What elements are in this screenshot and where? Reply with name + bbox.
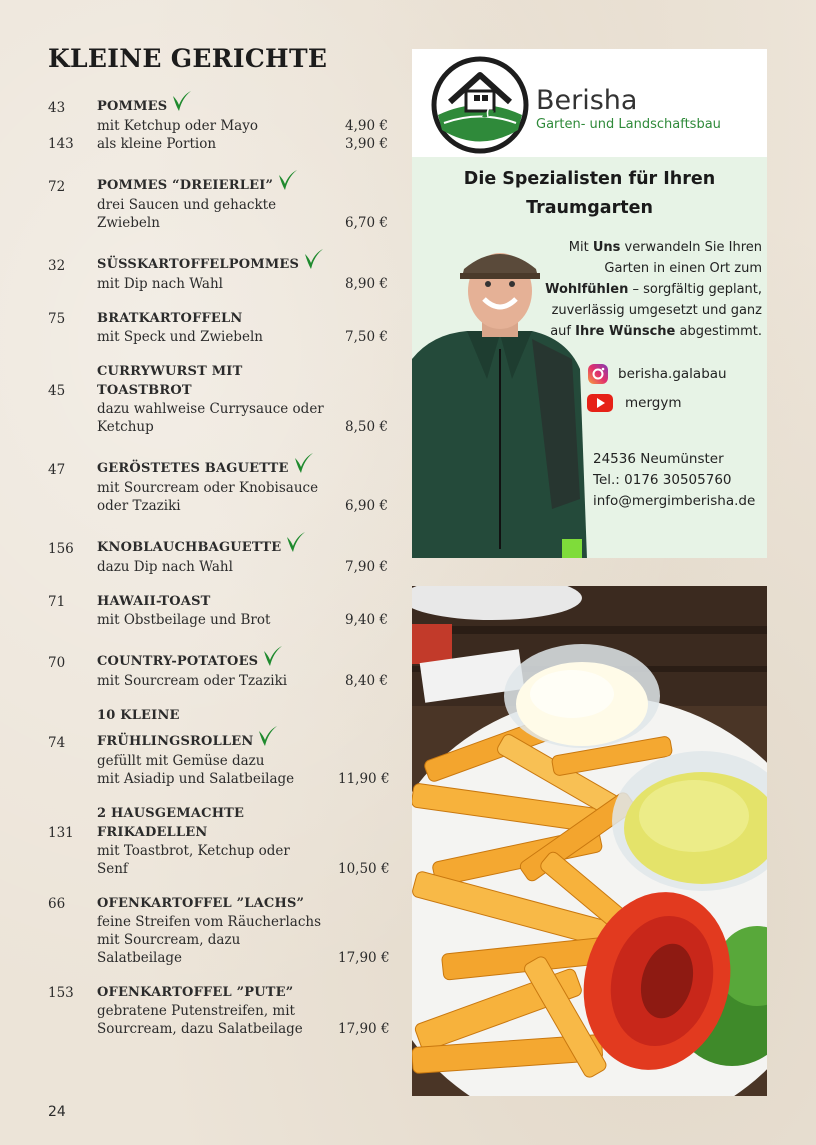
item-description: Salatbeilage (97, 950, 183, 966)
ad-phone: Tel.: 0176 30505760 (593, 472, 732, 488)
item-description: oder Tzaziki (97, 498, 181, 514)
menu-item (48, 169, 388, 232)
menu-item (48, 894, 388, 967)
item-number: 153 (48, 985, 74, 1001)
item-description: gefüllt mit Gemüse dazu (97, 753, 265, 769)
menu-item (48, 804, 388, 878)
company-logo (430, 55, 530, 155)
fries-photo-illustration (412, 586, 767, 1096)
vegetarian-leaf-icon (292, 452, 314, 479)
item-number: 47 (48, 462, 66, 478)
youtube-link[interactable] (587, 394, 681, 412)
menu-item (48, 309, 388, 346)
item-name: CURRYWURST MIT TOASTBROT (97, 364, 243, 398)
item-number: 70 (48, 655, 66, 671)
ad-header (412, 49, 767, 157)
item-name: COUNTRY-POTATOES (97, 654, 259, 669)
ad-text: verwandeln Sie Ihren (620, 240, 762, 255)
item-description: mit Obstbeilage und Brot (97, 612, 271, 628)
item-name: HAWAII-TOAST (97, 594, 211, 609)
item-description: feine Streifen vom Räucherlachs (97, 914, 321, 930)
menu-item (48, 645, 388, 690)
item-name: OFENKARTOFFEL ”PUTE” (97, 985, 294, 1000)
ad-text: Garten in einen Ort zum (604, 261, 762, 276)
item-name: BRATKARTOFFELN (97, 311, 243, 326)
item-number: 74 (48, 735, 66, 751)
ad-text: abgestimmt. (675, 324, 762, 339)
menu-item (48, 362, 388, 436)
item-description: mit Sourcream oder Tzaziki (97, 673, 288, 689)
item-price: 8,90 € (345, 276, 388, 292)
youtube-icon (587, 394, 613, 412)
ad-body-text (522, 237, 762, 342)
item-description: mit Sourcream oder Knobisauce (97, 480, 319, 496)
item-description: Senf (97, 861, 128, 877)
item-description: Zwiebeln (97, 215, 160, 231)
ad-brand: Berisha (536, 85, 638, 116)
item-name: KNOBLAUCHBAGUETTE (97, 540, 282, 555)
ad-text: – sorgfältig geplant, (628, 282, 762, 297)
food-photo (412, 586, 767, 1096)
ad-text: auf (550, 324, 576, 339)
vegetarian-leaf-icon (261, 645, 283, 672)
menu-item (48, 90, 388, 135)
item-description: mit Dip nach Wahl (97, 276, 223, 292)
item-description: mit Ketchup oder Mayo (97, 118, 258, 134)
vegetarian-leaf-icon (276, 169, 298, 196)
menu-item (48, 531, 388, 576)
instagram-link[interactable] (587, 363, 727, 385)
item-price: 7,90 € (345, 559, 388, 575)
menu-item (48, 135, 388, 153)
item-number: 66 (48, 896, 66, 912)
item-price: 8,50 € (345, 419, 388, 435)
item-number: 75 (48, 311, 66, 327)
item-description: drei Saucen und gehackte (97, 197, 277, 213)
item-number: 72 (48, 179, 66, 195)
ad-text-bold: Ihre Wünsche (575, 324, 676, 339)
ad-text: zuverlässig umgesetzt und ganz (551, 303, 762, 318)
vegetarian-leaf-icon (256, 725, 278, 752)
page-title: KLEINE GERICHTE (48, 44, 328, 73)
youtube-handle: mergym (625, 395, 682, 411)
vegetarian-leaf-icon (284, 531, 306, 558)
item-price: 8,40 € (345, 673, 388, 689)
item-price: 6,70 € (345, 215, 388, 231)
item-description: dazu Dip nach Wahl (97, 559, 233, 575)
ad-contact (593, 449, 755, 512)
ad-headline-line: Die Spezialisten für Ihren (463, 169, 716, 189)
item-description: mit Speck und Zwiebeln (97, 329, 263, 345)
instagram-handle: berisha.galabau (618, 366, 727, 382)
item-name: OFENKARTOFFEL ”LACHS” (97, 896, 305, 911)
item-number: 143 (48, 136, 74, 152)
item-name: POMMES (97, 99, 168, 114)
menu-item (48, 983, 388, 1038)
item-description: gebratene Putenstreifen, mit (97, 1003, 295, 1019)
page-number: 24 (48, 1104, 66, 1120)
item-description: mit Sourcream, dazu (97, 932, 241, 948)
item-name: GERÖSTETES BAGUETTE (97, 461, 289, 476)
menu-list (48, 90, 388, 1054)
menu-item (48, 452, 388, 515)
menu-item (48, 592, 388, 629)
item-description: Sourcream, dazu Salatbeilage (97, 1021, 303, 1037)
item-number: 32 (48, 258, 66, 274)
item-description: mit Toastbrot, Ketchup oder (97, 843, 290, 859)
item-price: 6,90 € (345, 498, 388, 514)
instagram-icon (587, 363, 609, 385)
item-description: mit Asiadip und Salatbeilage (97, 771, 295, 787)
ad-email[interactable]: info@mergimberisha.de (593, 493, 756, 509)
item-name: 2 HAUSGEMACHTE FRIKADELLEN (97, 806, 245, 840)
item-price: 3,90 € (345, 136, 388, 152)
ad-text-bold: Wohlfühlen (545, 282, 629, 297)
item-description: dazu wahlweise Currysauce oder (97, 401, 324, 417)
ad-headline (432, 165, 747, 223)
ad-headline-line: Traumgarten (526, 198, 653, 218)
vegetarian-leaf-icon (170, 90, 192, 117)
ad-brand-subtitle: Garten- und Landschaftsbau (536, 117, 721, 132)
item-name: 10 KLEINE FRÜHLINGSROLLEN (97, 708, 254, 749)
vegetarian-leaf-icon (302, 248, 324, 275)
item-number: 156 (48, 541, 74, 557)
item-number: 71 (48, 594, 66, 610)
ad-address: 24536 Neumünster (593, 451, 724, 467)
item-price: 4,90 € (345, 118, 388, 134)
item-description: Ketchup (97, 419, 154, 435)
item-name: SÜSSKARTOFFELPOMMES (97, 257, 300, 272)
advertisement-panel (412, 49, 767, 558)
ad-text-bold: Uns (592, 240, 621, 255)
ad-text: Mit (568, 240, 593, 255)
item-number: 131 (48, 825, 74, 841)
item-name: POMMES “DREIERLEI” (97, 178, 274, 193)
item-description: als kleine Portion (97, 136, 217, 152)
item-number: 45 (48, 383, 66, 399)
item-price: 17,90 € (338, 1021, 390, 1037)
item-price: 10,50 € (338, 861, 390, 877)
item-price: 11,90 € (338, 771, 390, 787)
menu-item (48, 248, 388, 293)
item-price: 7,50 € (345, 329, 388, 345)
item-number: 43 (48, 100, 66, 116)
menu-item (48, 706, 388, 788)
item-price: 9,40 € (345, 612, 388, 628)
item-price: 17,90 € (338, 950, 390, 966)
